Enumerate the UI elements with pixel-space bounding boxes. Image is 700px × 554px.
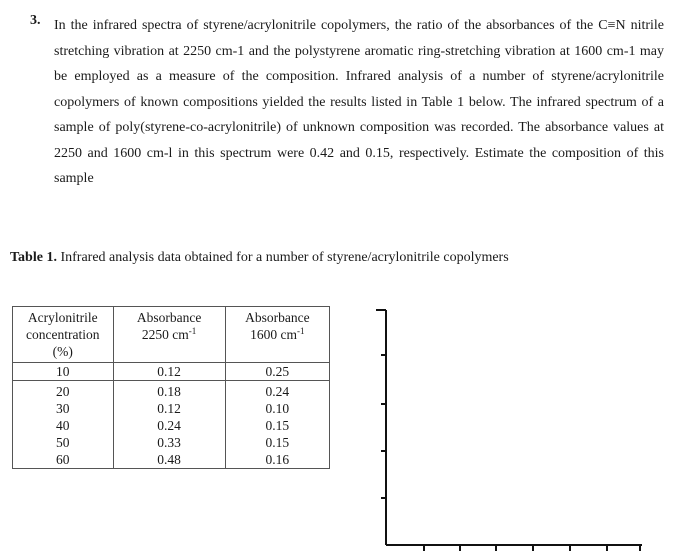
header-text: 1600 cm <box>250 327 298 342</box>
table-cell: 0.25 <box>225 363 329 381</box>
header-absorbance-2250 <box>113 307 225 363</box>
header-superscript: -1 <box>188 326 197 336</box>
header-absorbance-1600 <box>225 307 329 363</box>
table-cell: 60 <box>13 451 114 469</box>
table-row <box>13 451 330 469</box>
header-acrylonitrile-concentration <box>13 307 114 363</box>
ir-data-table <box>12 306 330 469</box>
table-caption <box>10 250 509 266</box>
table-cell: 0.24 <box>225 383 329 400</box>
header-text: 2250 cm <box>141 327 189 342</box>
table-cell: 10 <box>13 363 114 381</box>
table-row <box>13 417 330 434</box>
header-unit <box>116 326 223 343</box>
table-cell: 50 <box>13 434 114 451</box>
blank-plot-axes <box>366 300 666 552</box>
header-text: (%) <box>52 344 73 359</box>
table-cell: 0.18 <box>113 383 225 400</box>
table-cell: 20 <box>13 383 114 400</box>
table-cell: 0.12 <box>113 363 225 381</box>
table-cell: 40 <box>13 417 114 434</box>
header-text: concentration <box>26 327 100 342</box>
table-row <box>13 383 330 400</box>
question-number: 3. <box>30 13 41 28</box>
header-text: Acrylonitrile <box>27 310 98 325</box>
table-cell: 0.48 <box>113 451 225 469</box>
header-text: Absorbance <box>245 310 310 325</box>
header-text: Absorbance <box>136 310 202 325</box>
table-caption-text: Infrared analysis data obtained for a number of styrene/acrylonitrile copolymers <box>60 250 509 265</box>
table-row <box>13 434 330 451</box>
table-cell: 30 <box>13 400 114 417</box>
question-text: In the infrared spectra of styrene/acrylonitrile copolymers, the ratio of the absorbances of the C≡N nitrile stretching vibration at 2250 cm-1 and the polystyrene aromatic ring-stretching vibration at 1600 cm-1 may be employed as a measure of the composition. Infrared analysis of a number of styrene/acrylonitrile copolymers of known compositions yielded the results listed in Table 1 below. The infrared spectrum of a sample of poly(styrene-co-acrylonitrile) of unknown composition was recorded. The absorbance values at 2250 and 1600 cm-l in this spectrum were 0.42 and 0.15, respectively. Estimate the composition of this sample <box>54 18 664 186</box>
table-cell: 0.10 <box>225 400 329 417</box>
table-row <box>13 363 330 381</box>
table-row <box>13 400 330 417</box>
table-cell: 0.33 <box>113 434 225 451</box>
header-unit <box>228 326 327 343</box>
table-header-row <box>13 307 330 363</box>
header-superscript: -1 <box>297 326 305 336</box>
table-cell: 0.15 <box>225 434 329 451</box>
table-cell: 0.16 <box>225 451 329 469</box>
table-cell: 0.15 <box>225 417 329 434</box>
table-cell: 0.24 <box>113 417 225 434</box>
table-caption-label: Table 1. <box>10 250 57 265</box>
table-cell: 0.12 <box>113 400 225 417</box>
